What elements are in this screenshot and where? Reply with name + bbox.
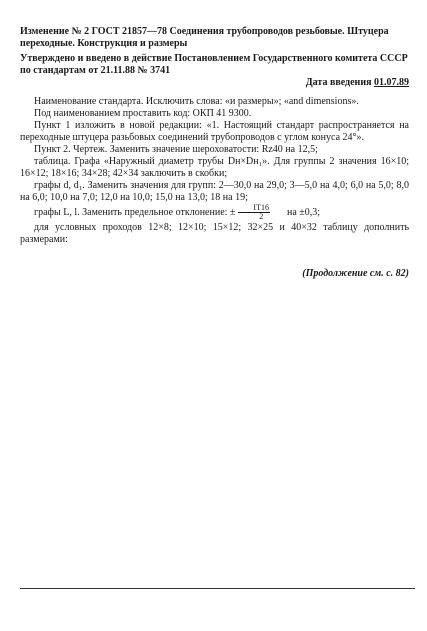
tolerance-text-after: на ±0,3; bbox=[286, 206, 321, 218]
approval-statement: Утверждено и введено в действие Постановлением Государственного комитета СССР по стандартам от 21.11.88 № 3741 bbox=[20, 53, 408, 76]
paragraph-item-1: Пункт 1 изложить в новой редакции: «1. Настоящий стандарт распространяется на переходные штуцера разьбовых соединений трубопроводов с углом конуса 24°». bbox=[20, 120, 409, 143]
amendment-body bbox=[20, 96, 409, 246]
paragraph-columns-d: графы d, d₁. Заменить значения для групп: 2—30,0 на 29,0; 3—5,0 на 4,0; 6,0 на 5,0; 8,0 на 6,0; 10,0 на 7,0; 12,0 на 10,0; 15,0 на 13,0; 18 на 19; bbox=[20, 180, 409, 203]
paragraph-item-2: Пункт 2. Чертеж. Заменить значение шероховатости: Rz40 на 12,5; bbox=[34, 144, 318, 155]
effective-date-value: 01.07.89 bbox=[374, 77, 409, 88]
amendment-title: Изменение № 2 ГОСТ 21857—78 Соединения трубопроводов резьбовые. Штуцера переходные. Конструкция и размеры bbox=[20, 26, 389, 49]
continuation-note: (Продолжение см. с. 82) bbox=[302, 268, 409, 279]
fraction-numerator: IT16 bbox=[238, 204, 270, 213]
paragraph-okp-code: Под наименованием проставить код: ОКП 41 9300. bbox=[34, 108, 252, 119]
paragraph-conditional-passages: для условных проходов 12×8; 12×10; 15×12; 32×25 и 40×32 таблицу дополнить размерами: bbox=[20, 221, 409, 245]
fraction-denominator: 2 bbox=[259, 212, 264, 222]
effective-date-label: Дата введения bbox=[305, 77, 372, 88]
paragraph-columns-l bbox=[20, 204, 409, 222]
footer-divider bbox=[20, 588, 415, 589]
tolerance-fraction bbox=[238, 204, 270, 222]
tolerance-text-before: графы L, l. Заменить предельное отклонение: ± bbox=[34, 206, 236, 218]
paragraph-table-column: таблица. Графа «Наружный диаметр трубы Dн×Dн₁». Для группы 2 значения 16×10; 16×12; 18×16; 34×28; 42×34 заключить в скобки; bbox=[20, 156, 409, 179]
paragraph-standard-name: Наименование стандарта. Исключить слова: «и размеры»; «and dimensions». bbox=[34, 96, 359, 107]
effective-date bbox=[306, 77, 409, 89]
